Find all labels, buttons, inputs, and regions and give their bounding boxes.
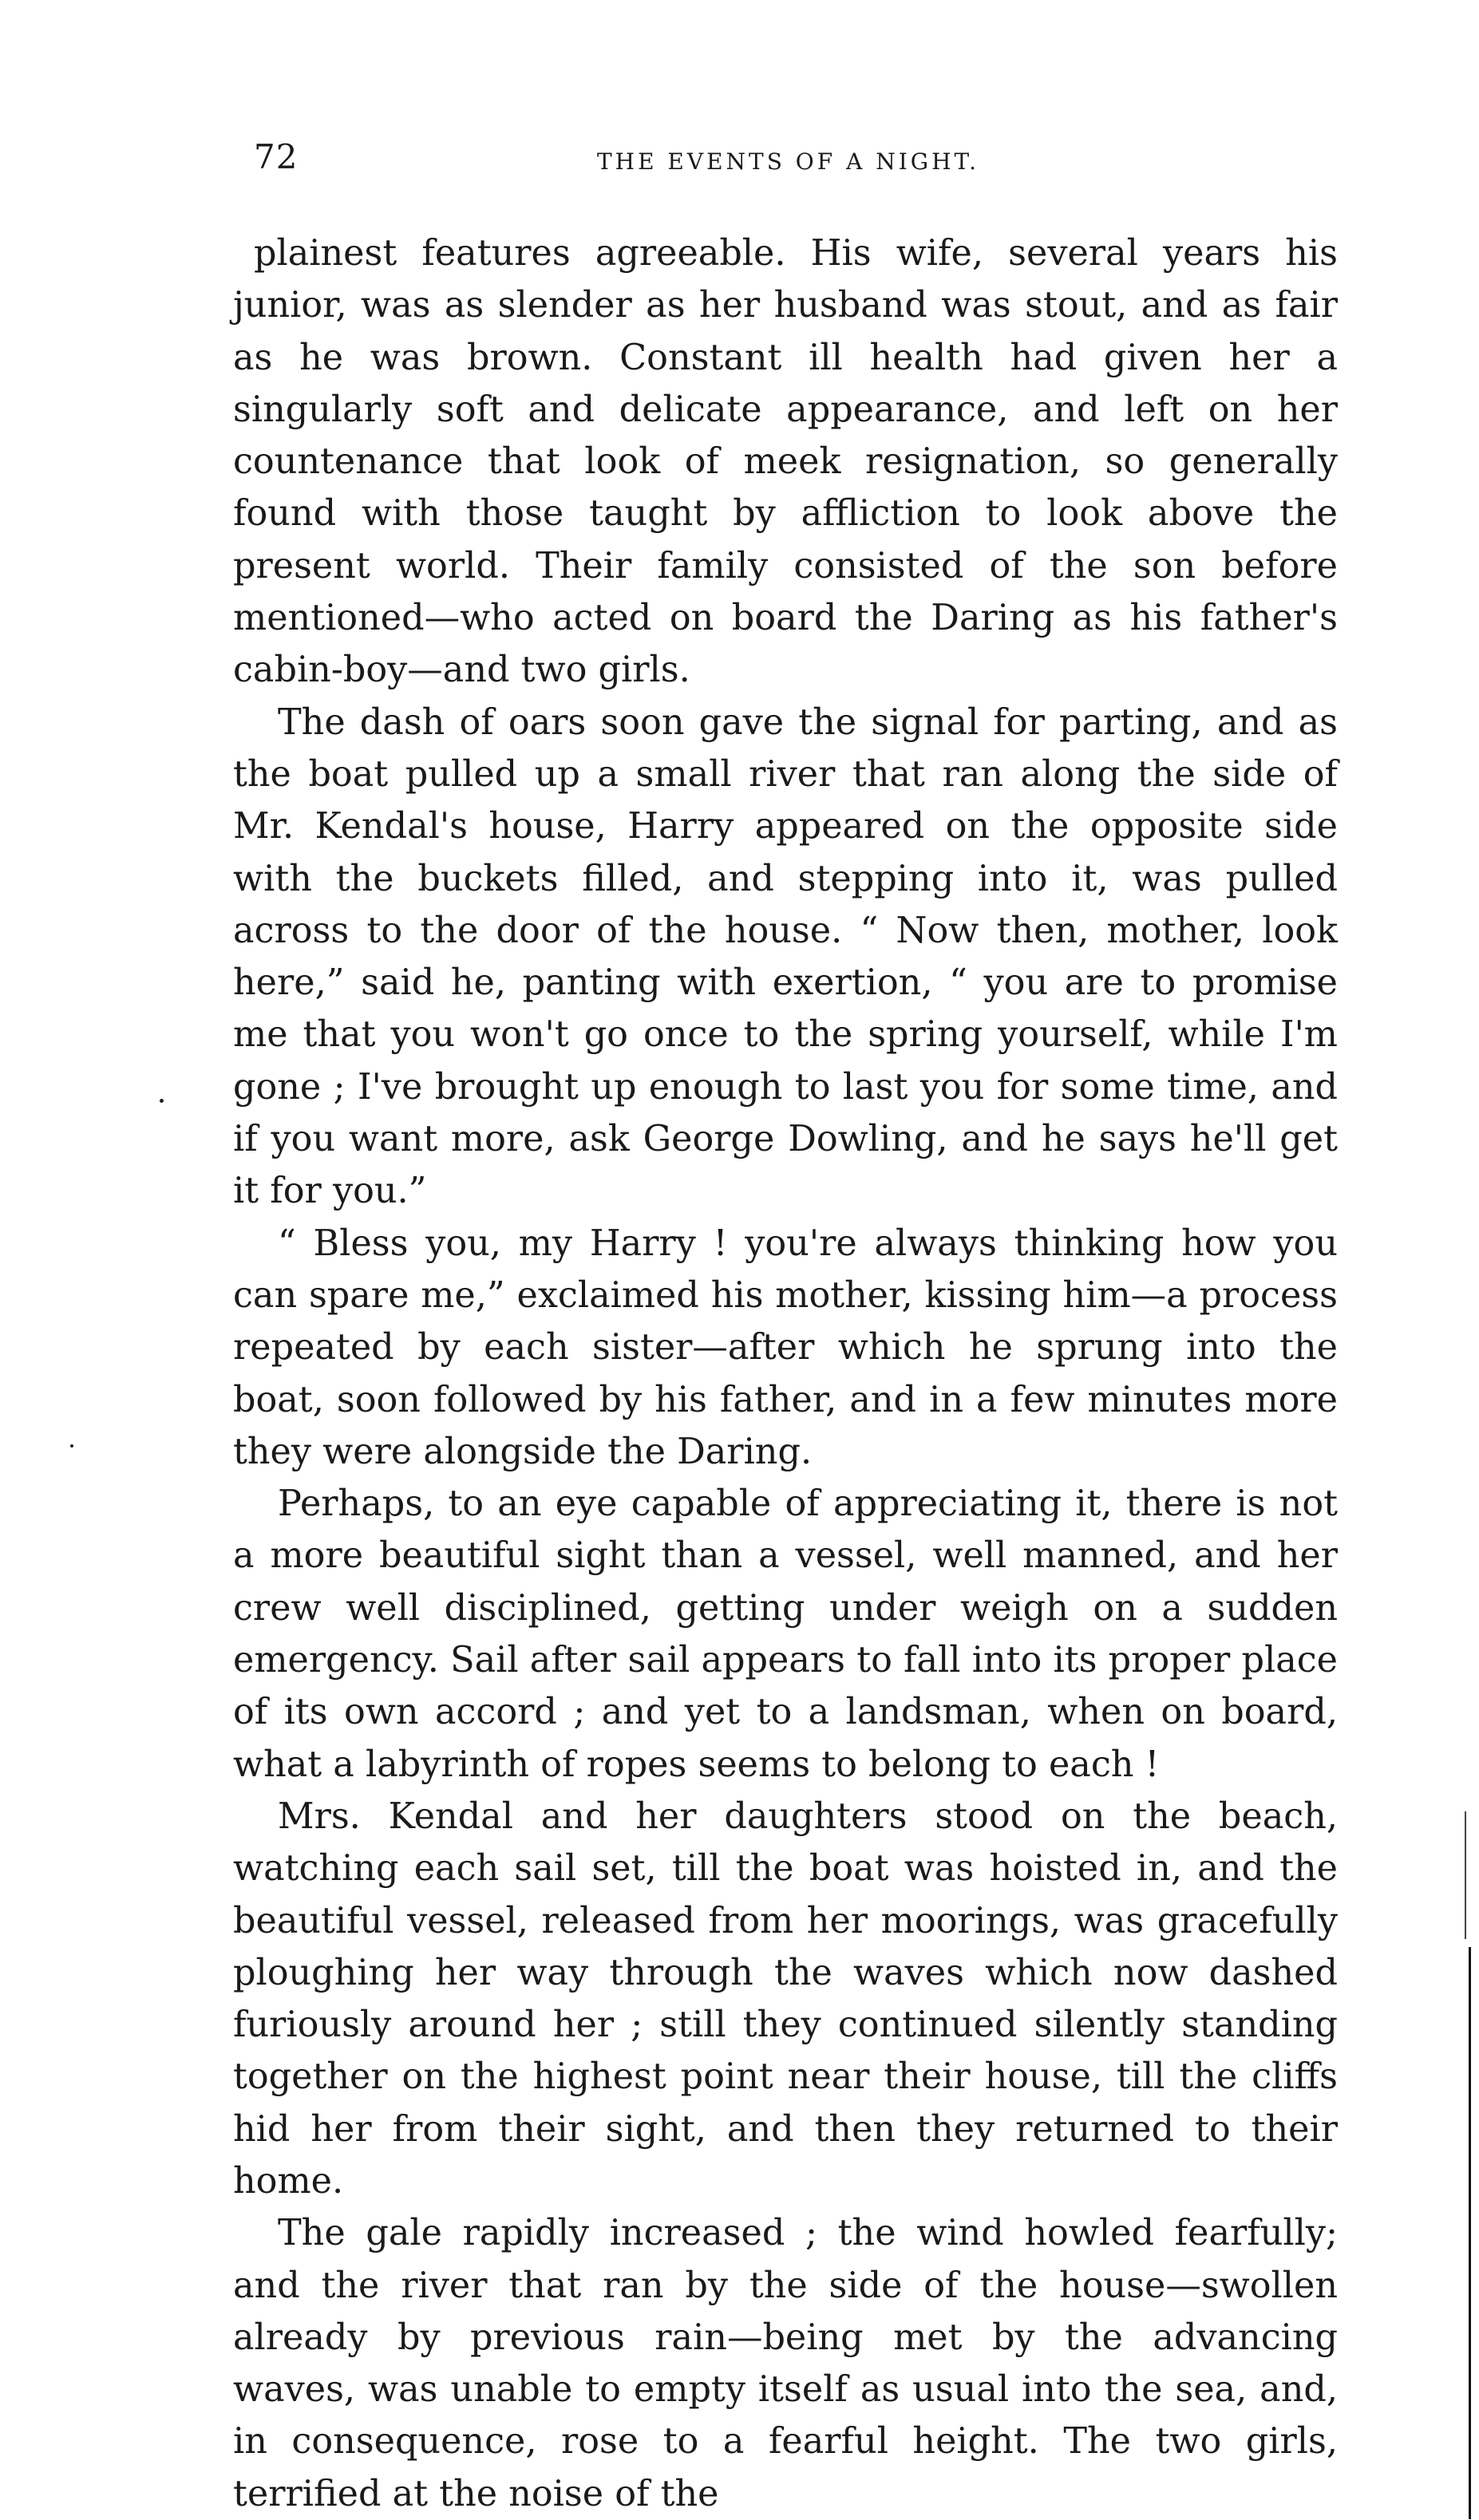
paragraph-6: The gale rapidly increased ; the wind howled fearfully; and the river that ran by the side of the house—swollen already by previous rain—being met by the advancing waves, was unable to empty itself as usual into the sea, and, in consequence, rose to a fearful height. The two girls, terrified at the noise of the: [233, 2213, 1338, 2514]
page-edge-line: [1469, 1947, 1471, 2519]
ink-speck: [70, 1444, 73, 1448]
running-head: [254, 137, 1335, 185]
paragraph-5: Mrs. Kendal and her daughters stood on the beach, watching each sail set, till the boat was hoisted in, and the beautiful vessel, released from her moorings, was gracefully ploughing her way through the waves which now dashed furiously around her ; still they continued silently standing together on the highest point near their house, till the cliffs hid her from their sight, and then they returned to their home.: [233, 1795, 1338, 2202]
ink-speck: [160, 1099, 164, 1103]
paragraph-4: Perhaps, to an eye capable of appreciating it, there is not a more beautiful sight than a vessel, well manned, and her crew well disciplined, getting under weigh on a sudden emergency. Sail after sail appears to fall into its proper place of its own accord ; and yet to a landsman, when on board, what a labyrinth of ropes seems to belong to each !: [233, 1483, 1338, 1785]
paragraph-3: “ Bless you, my Harry ! you're always thinking how you can spare me,” exclaimed his mother, kissing him—a process repeated by each sister—after which he sprung into the boat, soon followed by his father, and in a few minutes more they were alongside the Daring.: [233, 1222, 1338, 1472]
running-title: THE EVENTS OF A NIGHT.: [597, 148, 980, 175]
body-text: [233, 227, 1338, 2520]
paragraph-1: plainest features agreeable. His wife, several years his junior, was as slender as her husband was stout, and as fair as he was brown. Constant ill health had given her a singularly soft and delicate appearance, and left on her countenance that look of meek resignation, so generally found with those taught by affliction to look above the present world. Their family consisted of the son before mentioned—who acted on board the Daring as his father's cabin-boy—and two girls.: [233, 233, 1338, 691]
page-number: 72: [254, 137, 299, 176]
page-edge-line: [1465, 1811, 1466, 1939]
paragraph-2: The dash of oars soon gave the signal for parting, and as the boat pulled up a small river that ran along the side of Mr. Kendal's house, Harry appeared on the opposite side with the buckets filled, and stepping into it, was pulled across to the door of the house. “ Now then, mother, look here,” said he, panting with exertion, “ you are to promise me that you won't go once to the spring yourself, while I'm gone ; I've brought up enough to last you for some time, and if you want more, ask George Dowling, and he says he'll get it for you.”: [233, 701, 1338, 1212]
